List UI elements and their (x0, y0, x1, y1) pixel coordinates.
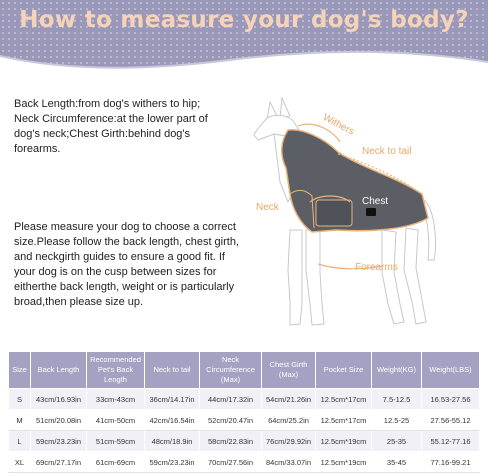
table-cell: 55.12-77.16 (422, 431, 480, 452)
page-title: How to measure your dog's body? (19, 7, 469, 33)
table-cell: 7.5-12.5 (372, 389, 422, 410)
table-cell: 51cm-59cm (87, 431, 145, 452)
table-row (9, 452, 480, 473)
header-weight-kg: Weight(KG) (372, 352, 422, 389)
table-cell: 59cm/23.23in (31, 431, 87, 452)
table-cell: XL (9, 452, 31, 473)
table-row (9, 410, 480, 431)
measurement-definitions: Back Length:from dog's withers to hip; Neck Circumference:at the lower part of dog's neck;Chest Girth:behind dog's forearms. (14, 98, 208, 155)
label-chest: Chest (362, 196, 389, 207)
size-chart-table (8, 351, 480, 473)
table-cell: 84cm/33.07in (262, 452, 316, 473)
table-cell: L (9, 431, 31, 452)
table-cell: S (9, 389, 31, 410)
table-cell: 77.16-99.21 (422, 452, 480, 473)
header-banner (0, 0, 488, 72)
table-cell: 33cm-43cm (87, 389, 145, 410)
table-cell: 35-45 (372, 452, 422, 473)
table-cell: 16.53-27.56 (422, 389, 480, 410)
label-neck-to-tail: Neck to tail (362, 146, 412, 157)
table-cell: 54cm/21.26in (262, 389, 316, 410)
table-cell: 12.5cm*17cm (316, 389, 372, 410)
table-row (9, 431, 480, 452)
header-pocket-size: Pocket Size (316, 352, 372, 389)
table-cell: 42cm/16.54in (145, 410, 200, 431)
header-neck-circumference: Neck Circumference (Max) (200, 352, 262, 389)
table-cell: 76cm/29.92in (262, 431, 316, 452)
table-cell: 12.5cm*17cm (316, 410, 372, 431)
table-header-row (9, 352, 480, 389)
table-cell: 59cm/23.23in (145, 452, 200, 473)
header-neck-to-tail: Neck to tail (145, 352, 200, 389)
header-recommended-back-length: Recommended Pet's Back Length (87, 352, 145, 389)
table-cell: 12.5-25 (372, 410, 422, 431)
table-cell: 58cm/22.83in (200, 431, 262, 452)
table-cell: 25-35 (372, 431, 422, 452)
table-cell: 64cm/25.2in (262, 410, 316, 431)
table-cell: 48cm/18.9in (145, 431, 200, 452)
table-cell: 43cm/16.93in (31, 389, 87, 410)
table-cell: 12.5cm*19cm (316, 431, 372, 452)
label-forearms: Forearms (355, 262, 398, 273)
table-cell: 70cm/27.56in (200, 452, 262, 473)
table-cell: 61cm-69cm (87, 452, 145, 473)
table-cell: 51cm/20.08in (31, 410, 87, 431)
header-back-length: Back Length (31, 352, 87, 389)
table-cell: 27.56-55.12 (422, 410, 480, 431)
table-cell: 69cm/27.17in (31, 452, 87, 473)
table-row (9, 389, 480, 410)
table-cell: 44cm/17.32in (200, 389, 262, 410)
label-withers: Withers (320, 112, 356, 138)
banner-wave-decoration (0, 40, 488, 74)
table-cell: 52cm/20.47in (200, 410, 262, 431)
table-cell: 36cm/14.17in (145, 389, 200, 410)
header-size: Size (9, 352, 31, 389)
table-cell: 41cm-50cm (87, 410, 145, 431)
label-neck: Neck (256, 202, 279, 213)
header-weight-lbs: Weight(LBS) (422, 352, 480, 389)
sizing-advice: Please measure your dog to choose a correct size.Please follow the back length, chest girth, and neckgirth guides to ensure a good fit. If your dog is on the cusp between sizes for eitherthe back length, weight or is particularly broad,then please size up. (14, 221, 240, 308)
table-cell: 12.5cm*19cm (316, 452, 372, 473)
header-chest-girth: Chest Girth (Max) (262, 352, 316, 389)
table-cell: M (9, 410, 31, 431)
